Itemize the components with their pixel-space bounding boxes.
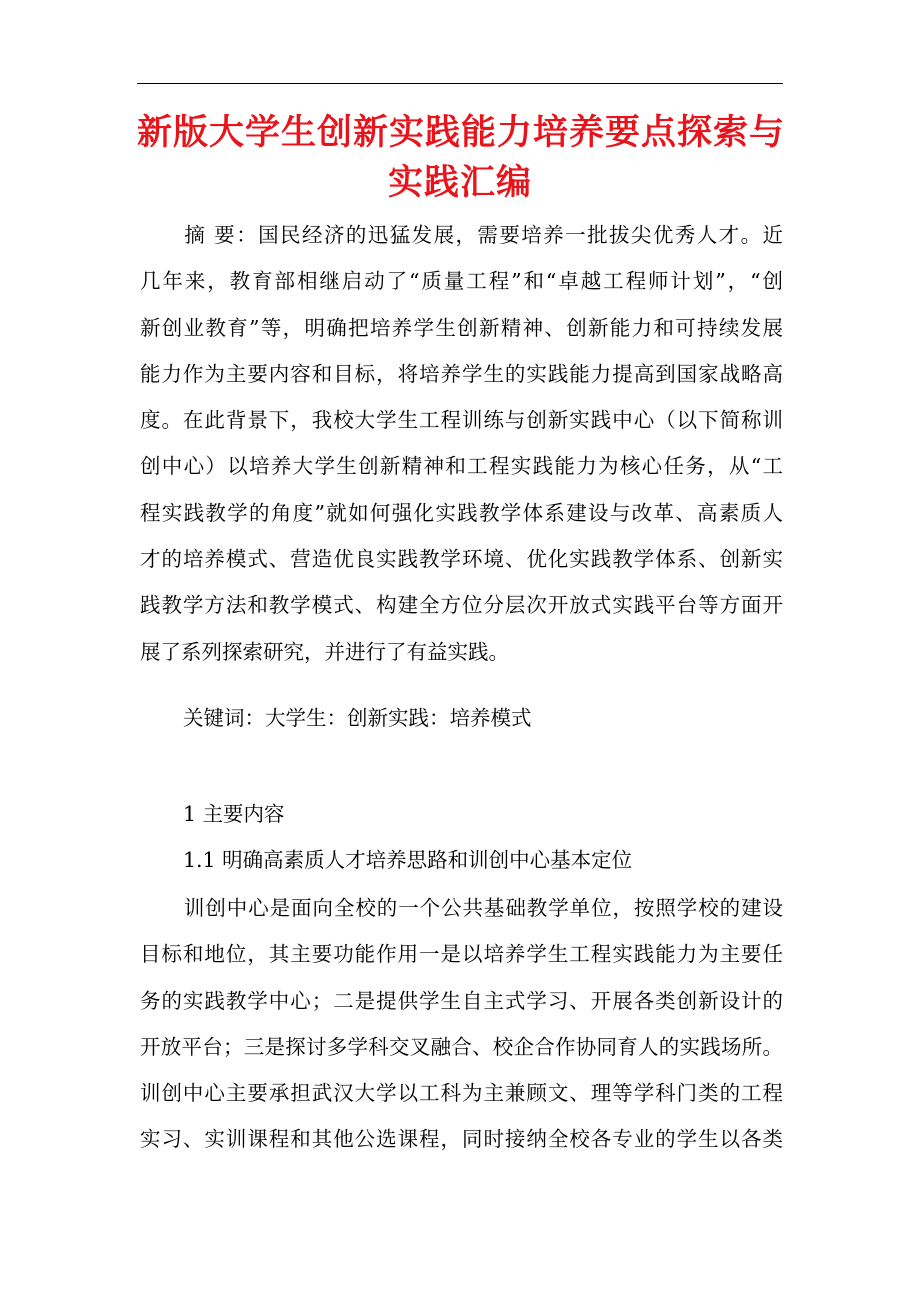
subsection-heading: 1.1 明确高素质人才培养思路和训创中心基本定位 xyxy=(183,848,633,872)
section-heading: 1 主要内容 xyxy=(183,802,285,826)
abstract-paragraph xyxy=(140,212,783,675)
document-title xyxy=(137,108,786,208)
abstract-line: 度。在此背景下，我校大学生工程训练与创新实践中心（以下简称训 xyxy=(140,408,783,433)
keywords: 关键词：大学生：创新实践：培养模式 xyxy=(183,706,532,730)
body-line: 目标和地位，其主要功能作用一是以培养学生工程实践能力为主要任 xyxy=(140,942,783,967)
abstract-line: 新创业教育”等，明确把培养学生创新精神、创新能力和可持续发展 xyxy=(140,315,783,340)
title-line-1: 新版大学生创新实践能力培养要点探索与 xyxy=(137,112,786,153)
body-line: 训创中心是面向全校的一个公共基础教学单位，按照学校的建设 xyxy=(183,896,783,920)
abstract-line: 几年来，教育部相继启动了“质量工程”和“卓越工程师计划”，“创 xyxy=(140,269,783,294)
abstract-line: 践教学方法和教学模式、构建全方位分层次开放式实践平台等方面开 xyxy=(140,593,783,618)
abstract-line: 程实践教学的角度”就如何强化实践教学体系建设与改革、高素质人 xyxy=(140,500,783,525)
abstract-line: 摘 要：国民经济的迅猛发展，需要培养一批拔尖优秀人才。近 xyxy=(183,223,783,247)
body-line: 训创中心主要承担武汉大学以工科为主兼顾文、理等学科门类的工程 xyxy=(140,1081,783,1106)
abstract-line: 创中心）以培养大学生创新精神和工程实践能力为核心任务，从“工 xyxy=(140,454,783,479)
body-paragraph xyxy=(140,885,783,1163)
abstract-line: 能力作为主要内容和目标，将培养学生的实践能力提高到国家战略高 xyxy=(140,361,783,386)
title-line-2: 实践汇编 xyxy=(387,162,532,203)
body-line: 开放平台；三是探讨多学科交叉融合、校企合作协同育人的实践场所。 xyxy=(140,1034,783,1059)
abstract-line: 才的培养模式、营造优良实践教学环境、优化实践教学体系、创新实 xyxy=(140,547,783,572)
abstract-line: 展了系列探索研究，并进行了有益实践。 xyxy=(140,639,509,664)
body-line: 实习、实训课程和其他公选课程，同时接纳全校各专业的学生以各类 xyxy=(140,1127,783,1152)
header-rule xyxy=(137,83,783,84)
body-line: 务的实践教学中心；二是提供学生自主式学习、开展各类创新设计的 xyxy=(140,988,783,1013)
